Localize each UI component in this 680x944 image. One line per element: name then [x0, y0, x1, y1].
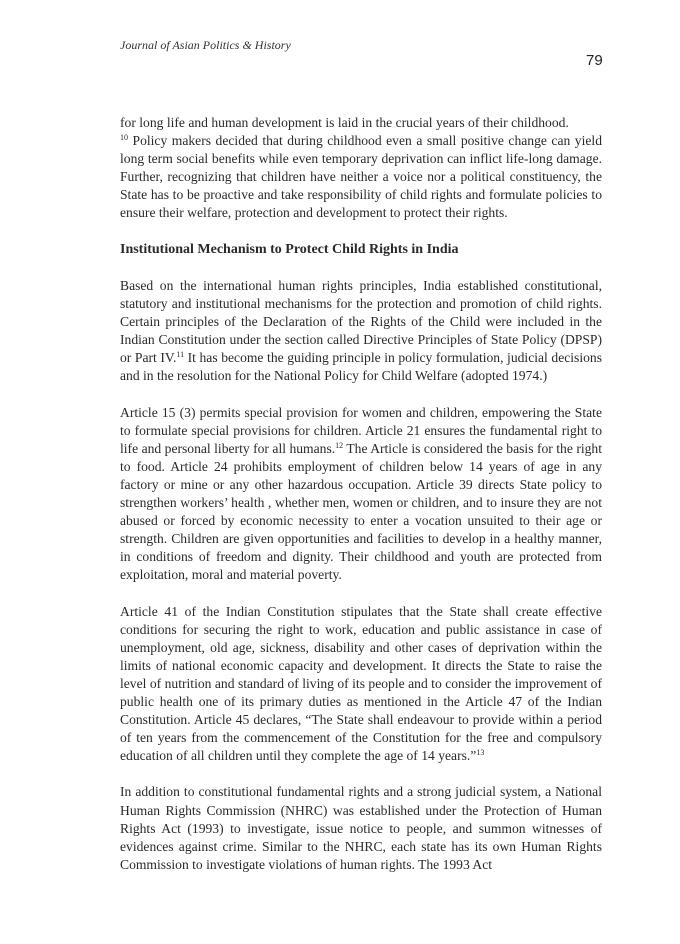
paragraph-text: Article 41 of the Indian Constitution stipulates that the State shall create effective conditions for securing the right to work, education and public assistance in case of unemployment, old age, sickness, disability and other cases of deprivation within the limits of national economic capacity and development. It directs the State to raise the level of nutrition and standard of living of its people and to consider the improvement of public health one of its primary duties as mentioned in the Article 47 of the Indian Constitution. Article 45 declares, “The State shall endeavour to provide within a period of ten years from the commencement of the Constitution for the free and compulsory education of all children until they complete the age of 14 years.”: [120, 603, 602, 764]
paragraph-3: [120, 404, 602, 585]
paragraph-text: Policy makers decided that during childhood even a small positive change can yield long term social benefits while even temporary deprivation can inflict life-long damage. Further, recognizing that children have neither a voice nor a political constituency, the State has to be proactive and take responsibility of child rights and formulate policies to ensure their welfare, protection and development to protect their rights.: [120, 133, 602, 221]
page-number: 79: [586, 52, 603, 69]
paragraph-text: The Article is considered the basis for the right to food. Article 24 prohibits employment of children below 14 years of age in any factory or mine or any other hazardous occupation. Article 39 directs State policy to strengthen workers’ health , whether men, women or children, and to insure they are not abused or forced by economic necessity to enter a vocation unsuited to their age or strength. Children are given opportunities and facilities to develop in a healthy manner, in conditions of freedom and dignity. Their childhood and youth are protected from exploitation, moral and material poverty.: [120, 440, 602, 583]
paragraph-text: for long life and human development is laid in the crucial years of their childhood.: [120, 115, 569, 130]
paragraph-4: [120, 603, 602, 766]
paragraph-text: Based on the international human rights principles, India established constitutional, statutory and institutional mechanisms for the protection and promotion of child rights. Certain principles of the Declaration of the Rights of the Child were included in the Indian Constitution under the section called Directive Principles of State Policy (DPSP) or Part IV.: [120, 277, 602, 366]
paragraph-5: [120, 783, 602, 873]
paragraph-text: Article 15 (3) permits special provision for women and children, empowering the State to formulate special provisions for children. Article 21 ensures the fundamental right to life and personal liberty for all humans.: [120, 404, 602, 456]
paragraph-1: [120, 114, 602, 223]
article-body: [120, 114, 602, 892]
paragraph-text: It has become the guiding principle in policy formulation, judicial decisions and in the resolution for the National Policy for Child Welfare (adopted 1974.): [120, 350, 602, 384]
footnote-ref-12: 12: [335, 440, 344, 450]
footnote-ref-10: 10: [120, 133, 128, 143]
paragraph-2: [120, 277, 602, 386]
footnote-ref-13: 13: [476, 748, 485, 758]
footnote-ref-11: 11: [176, 350, 185, 360]
section-heading: Institutional Mechanism to Protect Child Rights in India: [120, 241, 459, 257]
paragraph-text: In addition to constitutional fundamental rights and a strong judicial system, a National Human Rights Commission (NHRC) was established under the Protection of Human Rights Act (1993) to investigate, issue notice to people, and summon witnesses of evidences against crime. Similar to the NHRC, each state has its own Human Rights Commission to investigate violations of human rights. The 1993 Act: [120, 784, 602, 872]
journal-title: Journal of Asian Politics & History: [120, 38, 291, 52]
